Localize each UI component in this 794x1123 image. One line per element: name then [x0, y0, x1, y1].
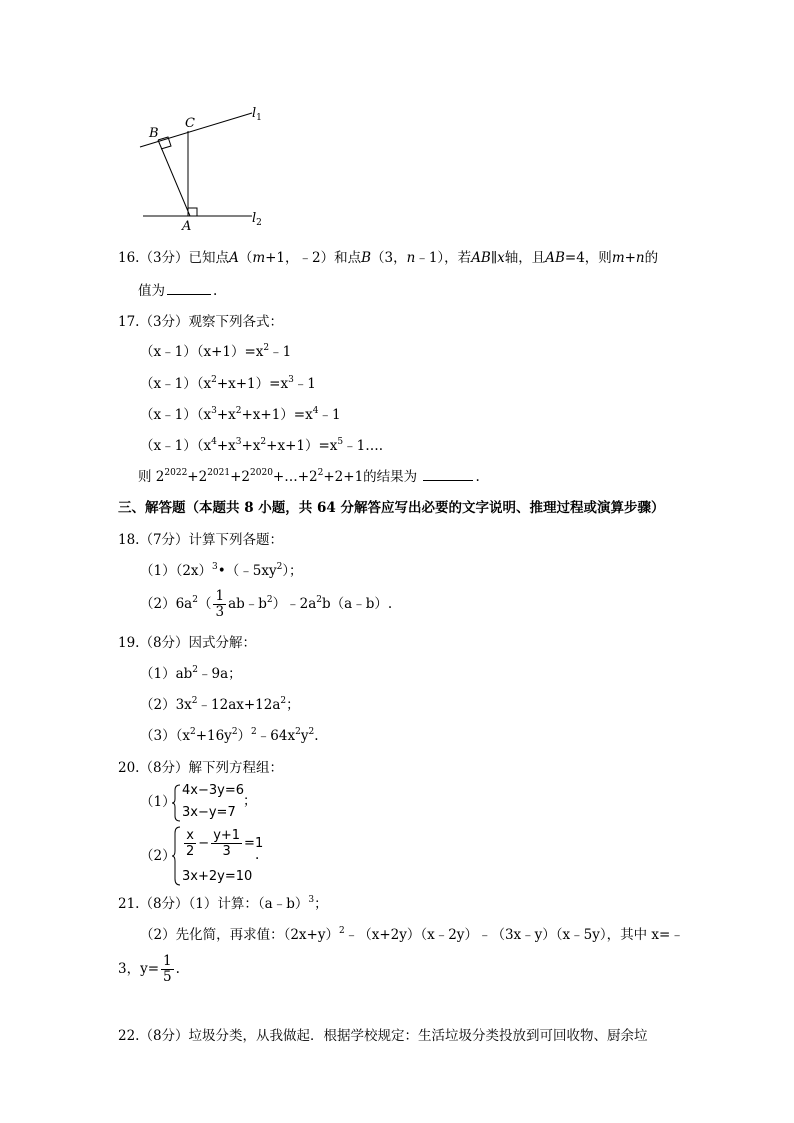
question-22-line1: 22.（8分）垃圾分类，从我做起．根据学校规定：生活垃圾分类投放到可回收物、厨余垃 [118, 1028, 648, 1044]
q19-part2: $(2)3x^2﹣12ax+12a^2$； [140, 696, 300, 713]
q17-line4: $(x﹣1)(x^4+x^3+x^2+x+1)=x^5﹣1\dots$. [140, 437, 384, 454]
q20-brace-2 [171, 826, 181, 886]
question-18-title: 18.（7分）计算下列各题： [118, 532, 284, 548]
right-angle-B [158, 137, 171, 149]
q17-line2: $(x﹣1)(x^2+x+1)=x^3﹣1$ [140, 375, 316, 392]
answer-blank [167, 282, 211, 295]
fraction-x-over-2: $\frac{x}{2}$ [186, 828, 195, 859]
q17-line3: $(x﹣1)(x^3+x^2+x+1)=x^4﹣1$ [140, 406, 341, 423]
answer-blank [423, 468, 473, 481]
question-16-line2: 值为 . [138, 283, 218, 299]
q21-part2-line2: 3，y= $\frac{1}{5}$ . [118, 953, 180, 985]
q20-brace-1 [171, 784, 181, 822]
q17-line1: $(x﹣1)(x+1)=x^2﹣1$ [140, 343, 292, 360]
q20-system1-eq1: 4x−3y=6 [182, 783, 244, 798]
question-17-title: 17.（3分）观察下列各式： [118, 314, 284, 330]
question-21-title: 21.（8分）（1）计算：（a﹣b）$^3$； [118, 895, 328, 912]
question-20-title: 20.（8分）解下列方程组： [118, 760, 284, 776]
q20-part1-label: （1） [140, 794, 176, 810]
q20-system2-eq2: 3x+2y=10 [182, 869, 253, 884]
section-3-heading: 三、解答题（本题共 8 小题，共 64 分解答应写出必要的文字说明、推理过程或演算步骤） [118, 500, 665, 516]
geometry-figure [130, 100, 280, 235]
fraction-y-plus-1-over-3: $\frac{y+1}{3}$ [213, 828, 241, 859]
question-19-title: 19.（8分）因式分解： [118, 635, 257, 651]
q20-system2-eq1: $\frac{x}{2}$ − $\frac{y+1}{3}$ =1 [186, 828, 264, 859]
label-l2: $l_2$ [252, 211, 262, 228]
q20-part1-end: ； [243, 793, 257, 809]
label-B: B [149, 126, 159, 141]
q21-part2-line1: （2）先化简，再求值：$(2x+y)^2﹣(x+2y)(x﹣2y)﹣(3x﹣y)(x﹣5y)$，其中 x=﹣ [140, 926, 684, 943]
q20-part2-end: . [255, 847, 260, 863]
q19-part1: $(1)ab^2﹣9a$； [140, 665, 242, 682]
fraction-one-fifth: $\frac{1}{5}$ [163, 953, 172, 985]
label-l1: $l_1$ [252, 106, 262, 123]
q20-part2-label: （2） [140, 848, 176, 864]
q19-part3: $(3)(x^2+16y^2)^2﹣64x^2y^2$. [140, 727, 319, 744]
label-C: C [185, 116, 195, 131]
q20-system1-eq2: 3x−y=7 [182, 805, 236, 820]
label-A: A [182, 219, 192, 234]
question-16-line1: 16.（3分）已知点A（m+1，﹣2）和点B（3，n﹣1），若AB∥x轴，且AB=4，则m+n的 [118, 250, 659, 266]
q18-part2: $(2)6a^2$（ $\frac{1}{3}$ $ab﹣b^2)﹣2a^2b(a﹣b)$. [140, 588, 393, 620]
segment-AB [158, 140, 190, 216]
q17-result: 则 $2^{2022}+2^{2021}+2^{2020}+\dots+2^2+2+1$的结果为 . [138, 468, 480, 485]
q18-part1: $(1)(2x)^3•(﹣5xy^2)$； [140, 562, 303, 579]
fraction-one-third: $\frac{1}{3}$ [215, 588, 225, 620]
